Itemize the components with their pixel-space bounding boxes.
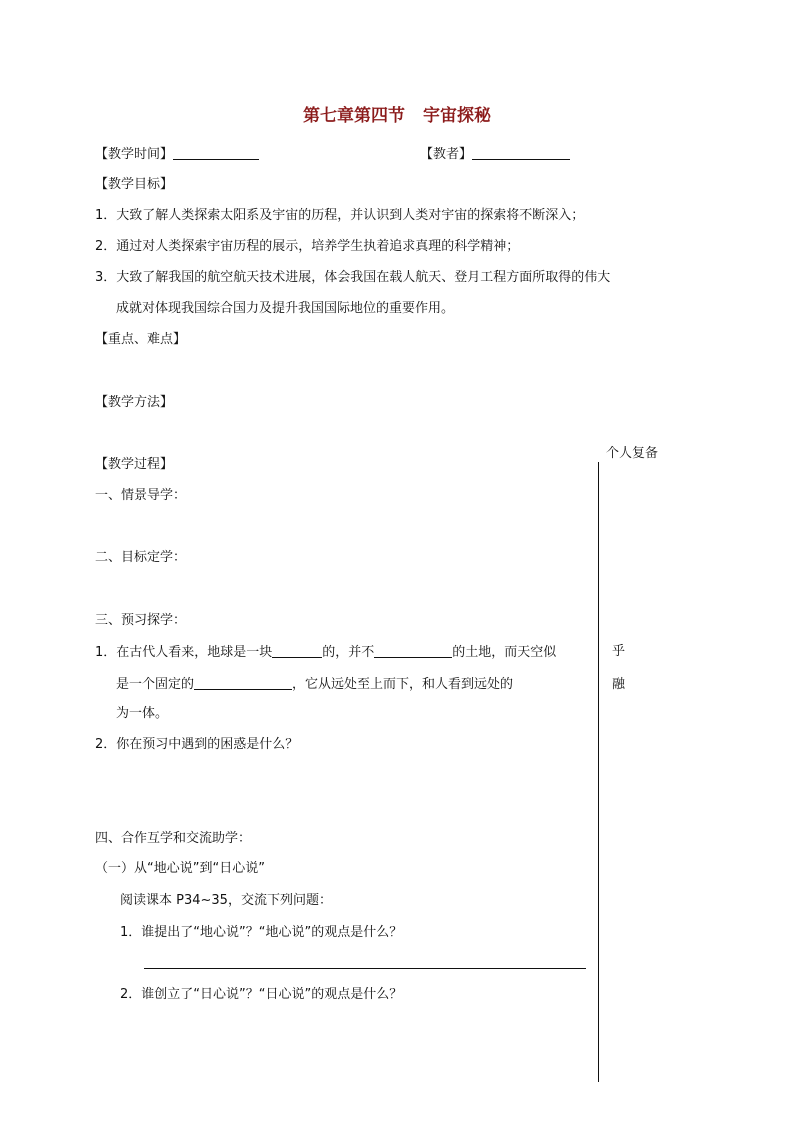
q1-text-d: 是一个固定的 [116, 677, 195, 692]
reading-instruction: 阅读课本 P34~35，交流下列问题： [120, 893, 332, 908]
teacher-row [420, 145, 570, 164]
sidebar-heading: 个人复备 [606, 446, 659, 461]
subsection-1-heading: （一）从“地心说”到“日心说” [95, 861, 265, 876]
teaching-time-blank[interactable] [173, 145, 259, 160]
step-preview: 三、预习探学： [95, 613, 187, 628]
step-cooperate: 四、合作互学和交流助学： [95, 831, 252, 846]
methods-heading: 【教学方法】 [95, 395, 174, 410]
sub-question-2: 2．谁创立了“日心说”？“日心说”的观点是什么？ [120, 987, 403, 1002]
objective-1: 1．大致了解人类探索太阳系及宇宙的历程，并认识到人类对宇宙的探索将不断深入； [95, 208, 585, 223]
sidebar-char-2: 融 [612, 677, 626, 692]
title-chapter: 第七章第四节 [303, 106, 405, 126]
sidebar-char-1: 乎 [612, 644, 626, 659]
q1-blank-2[interactable] [374, 643, 452, 658]
q1-blank-1[interactable] [272, 643, 322, 658]
question-2: 2．你在预习中遇到的困惑是什么？ [95, 737, 299, 752]
q1-text-e: ，它从远处至上而下，和人看到远处的 [292, 677, 514, 692]
q1-text-a: 1．在古代人看来，地球是一块 [95, 645, 273, 660]
question-1-line3: 为一体。 [116, 706, 169, 721]
sidebar-divider [598, 462, 599, 1082]
step-goal: 二、目标定学： [95, 550, 187, 565]
objective-3-line1: 3．大致了解我国的航空航天技术进展，体会我国在载人航天、登月工程方面所取得的伟大 [95, 270, 611, 285]
question-1-line1 [95, 643, 556, 662]
page-title [0, 105, 794, 127]
key-points-heading: 【重点、难点】 [95, 332, 187, 347]
objectives-heading: 【教学目标】 [95, 177, 174, 192]
q1-text-c: 的土地，而天空似 [452, 645, 557, 660]
objective-3-line2: 成就对体现我国综合国力及提升我国国际地位的重要作用。 [116, 301, 455, 316]
teaching-time-row [95, 145, 259, 164]
q1-blank-3[interactable] [194, 675, 292, 690]
teacher-label: 【教者】 [420, 147, 473, 162]
title-topic: 宇宙探秘 [423, 106, 491, 126]
question-1-line2 [116, 675, 513, 694]
objective-2: 2．通过对人类探索宇宙历程的展示，培养学生执着追求真理的科学精神； [95, 239, 520, 254]
sub-question-1: 1．谁提出了“地心说”？“地心说”的观点是什么？ [120, 925, 403, 940]
teacher-blank[interactable] [472, 145, 570, 160]
q1-text-b: 的，并不 [322, 645, 375, 660]
step-situation: 一、情景导学： [95, 488, 187, 503]
process-heading: 【教学过程】 [95, 457, 174, 472]
answer-line-1[interactable] [144, 968, 586, 969]
teaching-time-label: 【教学时间】 [95, 147, 174, 162]
